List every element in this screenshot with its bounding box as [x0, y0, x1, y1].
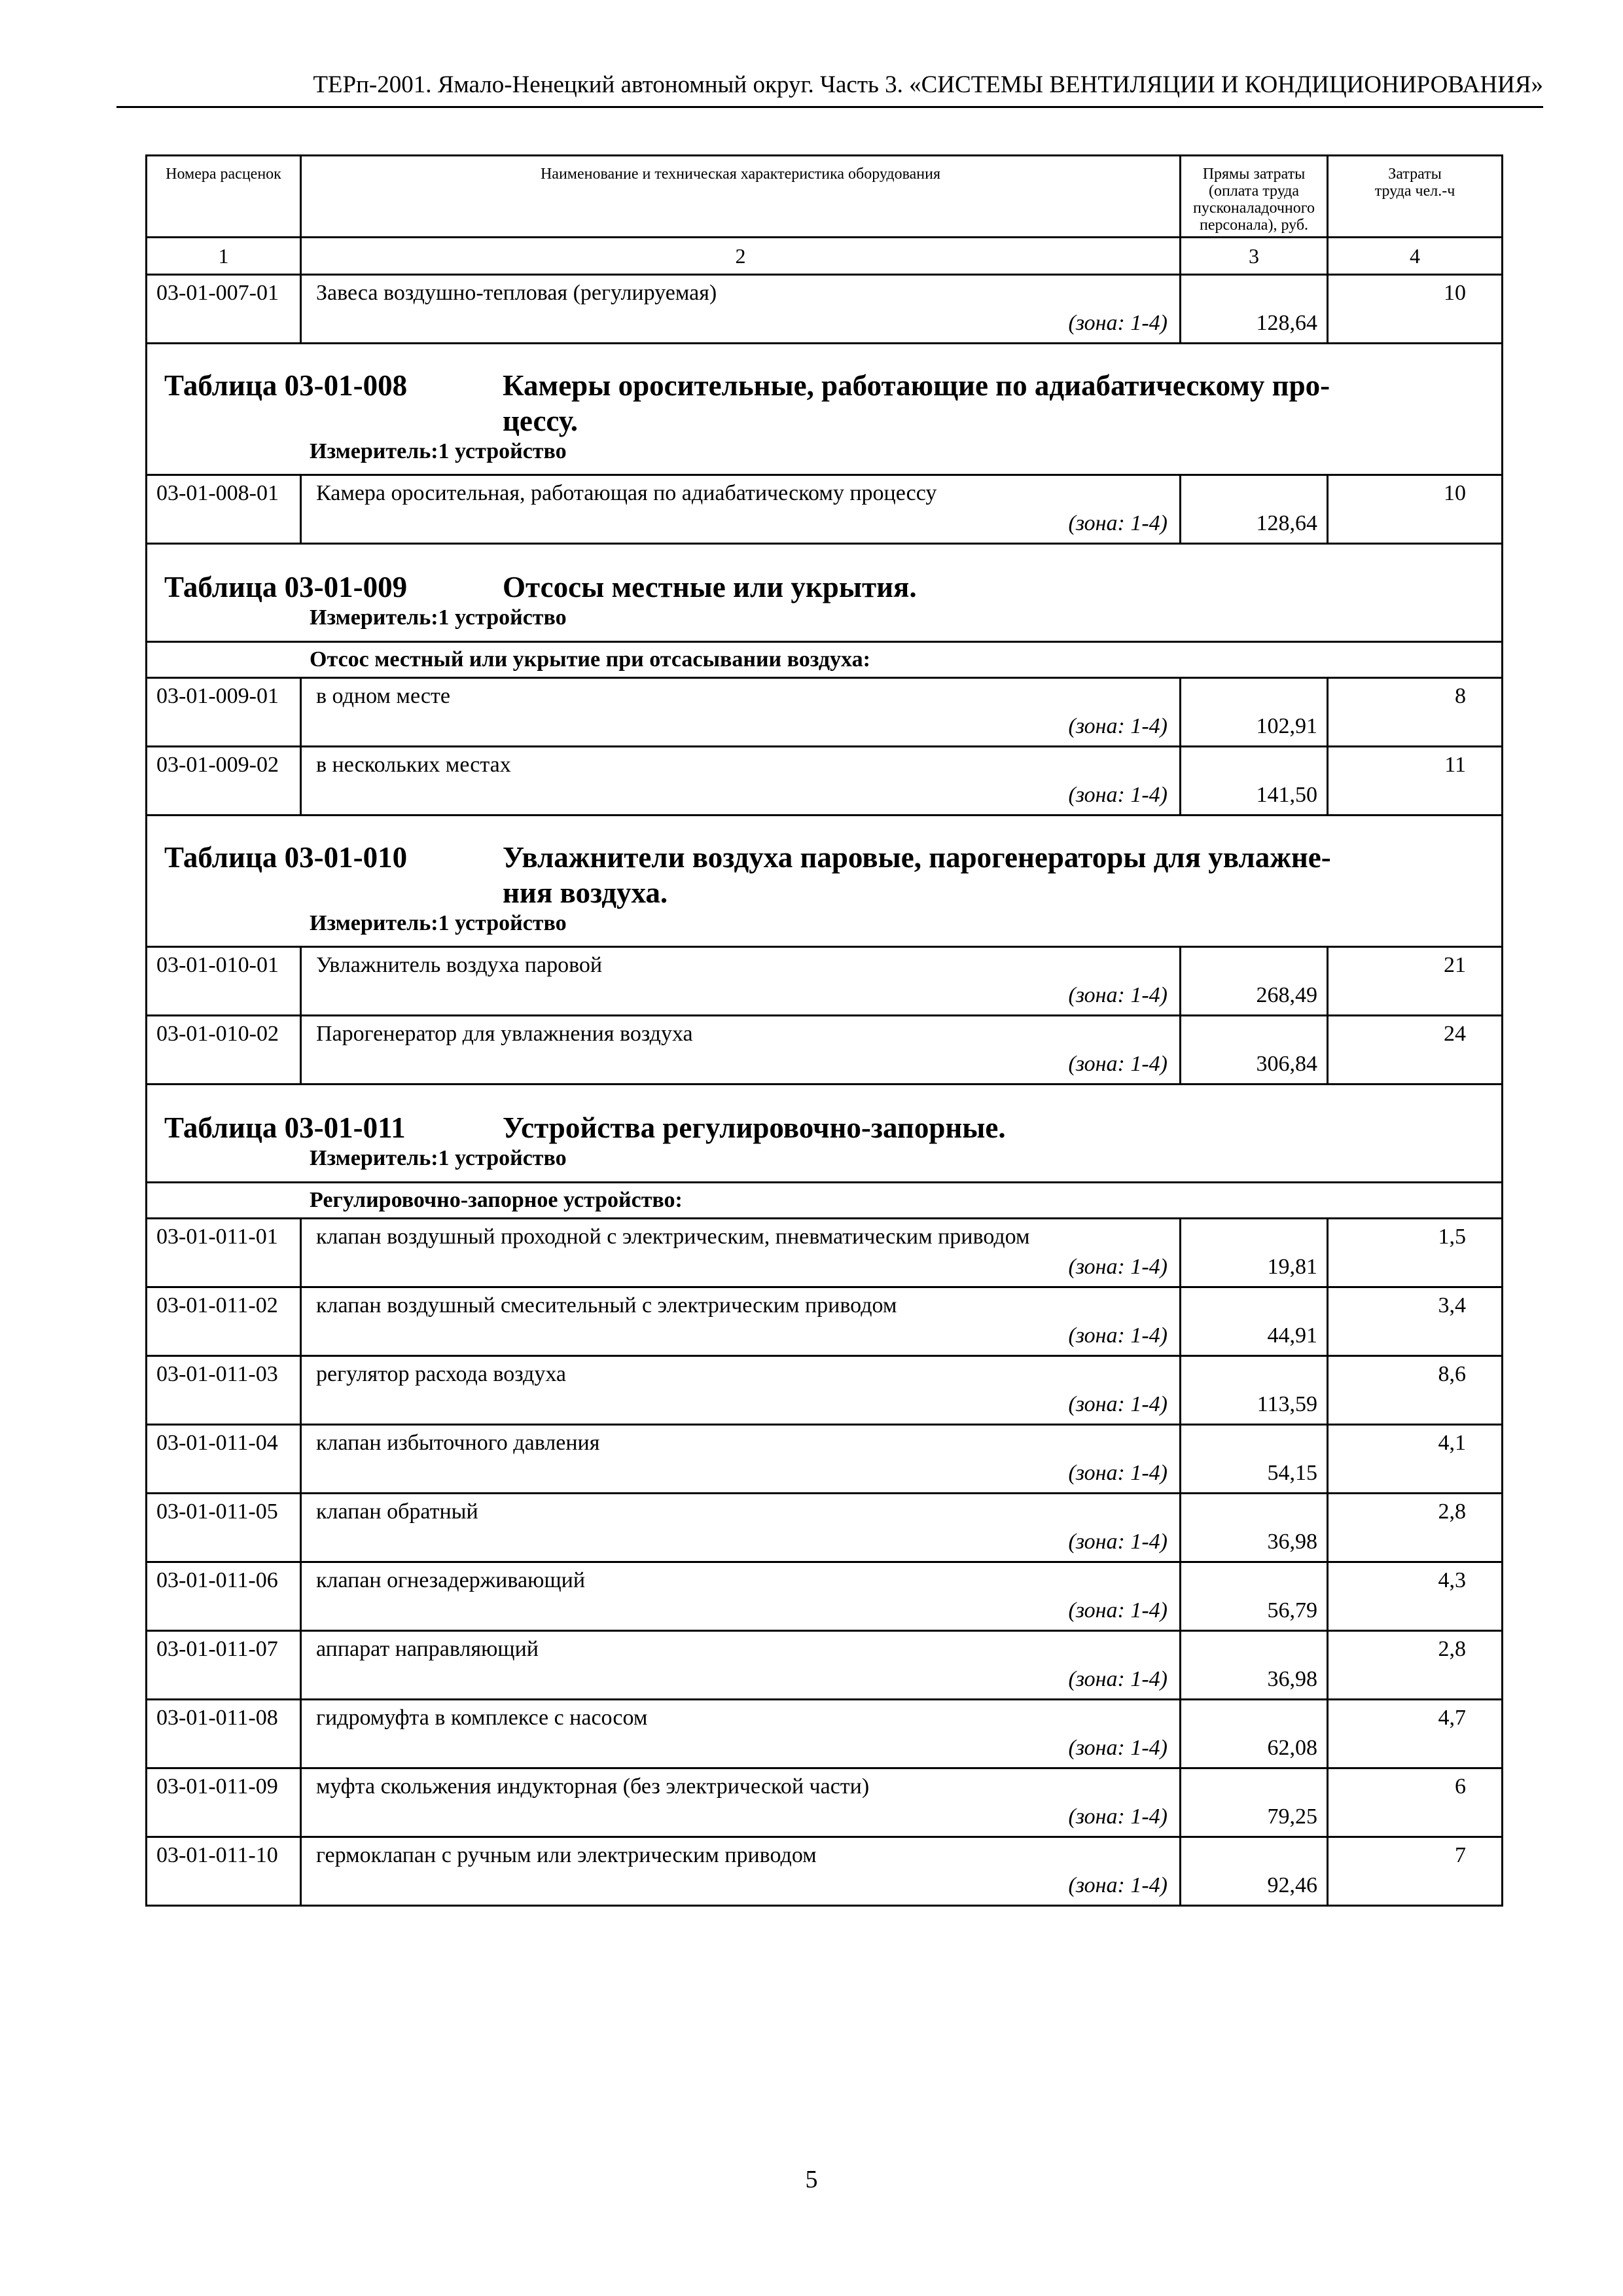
- labor-value: 2,8: [1438, 1637, 1466, 1661]
- rate-code: 03-01-009-01: [147, 679, 302, 745]
- item-name-cell: [302, 948, 1181, 1014]
- zone-label: (зона: 1-4): [1068, 983, 1168, 1007]
- table-number: Таблица 03-01-011: [164, 1111, 406, 1144]
- table-section-heading: [147, 545, 1501, 643]
- direct-cost-value: 56,79: [1267, 1598, 1317, 1623]
- direct-cost-value: 268,49: [1256, 983, 1317, 1007]
- item-name-cell: [302, 679, 1181, 745]
- measure-unit: Измеритель:1 устройство: [310, 911, 567, 935]
- item-name: клапан обратный: [316, 1499, 478, 1524]
- zone-label: (зона: 1-4): [1068, 1667, 1168, 1691]
- direct-cost-value: 102,91: [1256, 714, 1317, 738]
- direct-cost-value: 36,98: [1267, 1667, 1317, 1691]
- rate-code: 03-01-010-02: [147, 1016, 302, 1083]
- table-name-line: Увлажнители воздуха паровые, парогенераторы для увлажне-: [503, 841, 1331, 874]
- item-name: гермоклапан с ручным или электрическим приводом: [316, 1843, 817, 1867]
- measure-unit: Измеритель:1 устройство: [310, 605, 567, 630]
- table-row: [147, 1357, 1501, 1426]
- rate-code: 03-01-011-03: [147, 1357, 302, 1424]
- table-row: [147, 476, 1501, 545]
- direct-cost-value: 36,98: [1267, 1530, 1317, 1554]
- labor-cell: [1329, 747, 1501, 814]
- labor-value: 4,3: [1438, 1568, 1466, 1592]
- price-cell: [1181, 1700, 1329, 1767]
- labor-value: 2,8: [1438, 1499, 1466, 1524]
- labor-cell: [1329, 1769, 1501, 1836]
- table-row: [147, 1288, 1501, 1357]
- table-column-numbers: [147, 238, 1501, 276]
- table-row: [147, 747, 1501, 816]
- table-column-headers: [147, 156, 1501, 238]
- item-name: клапан избыточного давления: [316, 1431, 600, 1455]
- direct-cost-value: 92,46: [1267, 1873, 1317, 1897]
- zone-label: (зона: 1-4): [1068, 1392, 1168, 1416]
- zone-label: (зона: 1-4): [1068, 1052, 1168, 1076]
- rate-code: 03-01-011-10: [147, 1838, 302, 1905]
- zone-label: (зона: 1-4): [1068, 1323, 1168, 1348]
- table-row: [147, 1632, 1501, 1700]
- labor-cell: [1329, 276, 1501, 342]
- item-name: регулятор расхода воздуха: [316, 1362, 566, 1386]
- labor-value: 11: [1444, 753, 1466, 777]
- item-name: в нескольких местах: [316, 753, 511, 777]
- table-name-line: цессу.: [503, 404, 579, 437]
- rate-code: 03-01-011-07: [147, 1632, 302, 1698]
- item-name: в одном месте: [316, 684, 450, 708]
- column-number: 2: [302, 238, 1181, 274]
- item-name-cell: [302, 476, 1181, 543]
- page-number: 5: [805, 2166, 818, 2193]
- table-row: [147, 1219, 1501, 1288]
- item-name-cell: [302, 1769, 1181, 1836]
- rate-code: 03-01-010-01: [147, 948, 302, 1014]
- direct-cost-value: 79,25: [1267, 1804, 1317, 1829]
- price-cell: [1181, 1632, 1329, 1698]
- table-row: [147, 1838, 1501, 1905]
- direct-cost-value: 62,08: [1267, 1736, 1317, 1760]
- direct-cost-value: 128,64: [1256, 311, 1317, 335]
- labor-value: 7: [1455, 1843, 1466, 1867]
- table-name-line: Камеры оросительные, работающие по адиабатическому про-: [503, 369, 1330, 402]
- item-name-cell: [302, 1219, 1181, 1286]
- item-name: клапан воздушный смесительный с электрическим приводом: [316, 1293, 897, 1318]
- table-row: [147, 1426, 1501, 1494]
- item-name-cell: [302, 1426, 1181, 1492]
- labor-value: 4,7: [1438, 1706, 1466, 1730]
- subheading: Регулировочно-запорное устройство:: [147, 1183, 1501, 1219]
- zone-label: (зона: 1-4): [1068, 714, 1168, 738]
- zone-label: (зона: 1-4): [1068, 1804, 1168, 1829]
- document-header-title: ТЕРп-2001. Ямало-Ненецкий автономный округ. Часть 3. «СИСТЕМЫ ВЕНТИЛЯЦИИ И КОНДИЦИОНИРОВАНИЯ»: [313, 71, 1543, 98]
- labor-cell: [1329, 679, 1501, 745]
- price-cell: [1181, 1288, 1329, 1355]
- labor-cell: [1329, 1426, 1501, 1492]
- table-name: [503, 840, 1432, 910]
- rate-code: 03-01-011-05: [147, 1494, 302, 1561]
- table-row: [147, 948, 1501, 1016]
- table-section-heading: [147, 816, 1501, 948]
- zone-label: (зона: 1-4): [1068, 311, 1168, 335]
- table-row: [147, 1700, 1501, 1769]
- column-header-direct-costs: Прямы затраты (оплата труда пусконаладочного персонала), руб.: [1181, 156, 1329, 236]
- table-section-heading: [147, 1085, 1501, 1183]
- item-name: клапан воздушный проходной с электрическим, пневматическим приводом: [316, 1225, 1030, 1249]
- column-number: 4: [1410, 244, 1420, 268]
- rate-code: 03-01-011-08: [147, 1700, 302, 1767]
- table-row: [147, 1494, 1501, 1563]
- labor-cell: [1329, 1219, 1501, 1286]
- table-name: Отсосы местные или укрытия.: [503, 571, 917, 603]
- labor-cell: [1329, 1563, 1501, 1630]
- measure-unit: Измеритель:1 устройство: [310, 1146, 567, 1170]
- zone-label: (зона: 1-4): [1068, 1255, 1168, 1279]
- column-header-name: Наименование и техническая характеристика оборудования: [302, 156, 1181, 236]
- rate-code: 03-01-011-01: [147, 1219, 302, 1286]
- direct-cost-value: 44,91: [1267, 1323, 1317, 1348]
- zone-label: (зона: 1-4): [1068, 1873, 1168, 1897]
- column-header-codes: Номера расценок: [147, 156, 302, 236]
- item-name-cell: [302, 1288, 1181, 1355]
- column-number: 1: [147, 238, 302, 274]
- column-header-labor: Затраты труда чел.-ч: [1374, 166, 1455, 200]
- price-cell: [1181, 1016, 1329, 1083]
- item-name-cell: [302, 1838, 1181, 1905]
- table-number: Таблица 03-01-008: [164, 369, 408, 402]
- zone-label: (зона: 1-4): [1068, 1461, 1168, 1485]
- table-row: [147, 1563, 1501, 1632]
- item-name: Парогенератор для увлажнения воздуха: [316, 1022, 693, 1046]
- labor-value: 6: [1455, 1774, 1466, 1799]
- price-cell: [1181, 679, 1329, 745]
- labor-cell: [1329, 1838, 1501, 1905]
- price-cell: [1181, 1494, 1329, 1561]
- labor-value: 10: [1444, 281, 1466, 305]
- price-cell: [1181, 1563, 1329, 1630]
- rate-code: 03-01-011-06: [147, 1563, 302, 1630]
- zone-label: (зона: 1-4): [1068, 783, 1168, 807]
- item-name-cell: [302, 1494, 1181, 1561]
- item-name-cell: [302, 747, 1181, 814]
- direct-cost-value: 54,15: [1267, 1461, 1317, 1485]
- zone-label: (зона: 1-4): [1068, 1736, 1168, 1760]
- column-number: 3: [1181, 238, 1329, 274]
- table-name-line: ния воздуха.: [503, 876, 668, 909]
- labor-cell: [1329, 1016, 1501, 1083]
- direct-cost-value: 141,50: [1256, 783, 1317, 807]
- table-row: [147, 1769, 1501, 1838]
- price-cell: [1181, 1219, 1329, 1286]
- labor-cell: [1329, 476, 1501, 543]
- zone-label: (зона: 1-4): [1068, 1530, 1168, 1554]
- labor-value: 8,6: [1438, 1362, 1466, 1386]
- table-number: Таблица 03-01-010: [164, 841, 408, 874]
- direct-cost-value: 128,64: [1256, 511, 1317, 535]
- table-name: [503, 368, 1432, 439]
- item-name: Увлажнитель воздуха паровой: [316, 953, 603, 977]
- direct-cost-value: 19,81: [1267, 1255, 1317, 1279]
- item-name-cell: [302, 1016, 1181, 1083]
- header-rule: [116, 106, 1543, 108]
- labor-value: 3,4: [1438, 1293, 1466, 1318]
- rate-code: 03-01-011-04: [147, 1426, 302, 1492]
- item-name: аппарат направляющий: [316, 1637, 539, 1661]
- measure-unit: Измеритель:1 устройство: [310, 439, 567, 463]
- item-name: гидромуфта в комплексе с насосом: [316, 1706, 648, 1730]
- price-cell: [1181, 747, 1329, 814]
- table-section-heading: [147, 344, 1501, 476]
- labor-value: 4,1: [1438, 1431, 1466, 1455]
- labor-value: 8: [1455, 684, 1466, 708]
- item-name-cell: [302, 1357, 1181, 1424]
- price-table: [145, 154, 1503, 1907]
- rate-code: 03-01-011-02: [147, 1288, 302, 1355]
- labor-cell: [1329, 1632, 1501, 1698]
- price-cell: [1181, 1838, 1329, 1905]
- zone-label: (зона: 1-4): [1068, 1598, 1168, 1623]
- item-name: Камера оросительная, работающая по адиабатическому процессу: [316, 481, 937, 505]
- item-name-cell: [302, 1700, 1181, 1767]
- item-name: клапан огнезадерживающий: [316, 1568, 586, 1592]
- table-name: Устройства регулировочно-запорные.: [503, 1111, 1006, 1144]
- labor-value: 10: [1444, 481, 1466, 505]
- labor-value: 1,5: [1438, 1225, 1466, 1249]
- table-row: [147, 1016, 1501, 1085]
- rate-code: 03-01-007-01: [147, 276, 302, 342]
- table-number: Таблица 03-01-009: [164, 571, 408, 603]
- labor-cell: [1329, 1494, 1501, 1561]
- price-cell: [1181, 276, 1329, 342]
- zone-label: (зона: 1-4): [1068, 511, 1168, 535]
- price-cell: [1181, 1357, 1329, 1424]
- item-name-cell: [302, 1632, 1181, 1698]
- price-cell: [1181, 476, 1329, 543]
- direct-cost-value: 306,84: [1256, 1052, 1317, 1076]
- direct-cost-value: 113,59: [1257, 1392, 1317, 1416]
- table-row: [147, 679, 1501, 747]
- table-row: [147, 276, 1501, 344]
- subheading: Отсос местный или укрытие при отсасывании воздуха:: [147, 643, 1501, 679]
- item-name: Завеса воздушно-тепловая (регулируемая): [316, 281, 717, 305]
- labor-cell: [1329, 1288, 1501, 1355]
- item-name-cell: [302, 276, 1181, 342]
- labor-cell: [1329, 948, 1501, 1014]
- price-cell: [1181, 1426, 1329, 1492]
- labor-value: 21: [1444, 953, 1466, 977]
- item-name-cell: [302, 1563, 1181, 1630]
- item-name: муфта скольжения индукторная (без электрической части): [316, 1774, 870, 1799]
- price-cell: [1181, 1769, 1329, 1836]
- rate-code: 03-01-008-01: [147, 476, 302, 543]
- rate-code: 03-01-011-09: [147, 1769, 302, 1836]
- labor-value: 24: [1444, 1022, 1466, 1046]
- labor-cell: [1329, 1700, 1501, 1767]
- labor-cell: [1329, 1357, 1501, 1424]
- price-cell: [1181, 948, 1329, 1014]
- rate-code: 03-01-009-02: [147, 747, 302, 814]
